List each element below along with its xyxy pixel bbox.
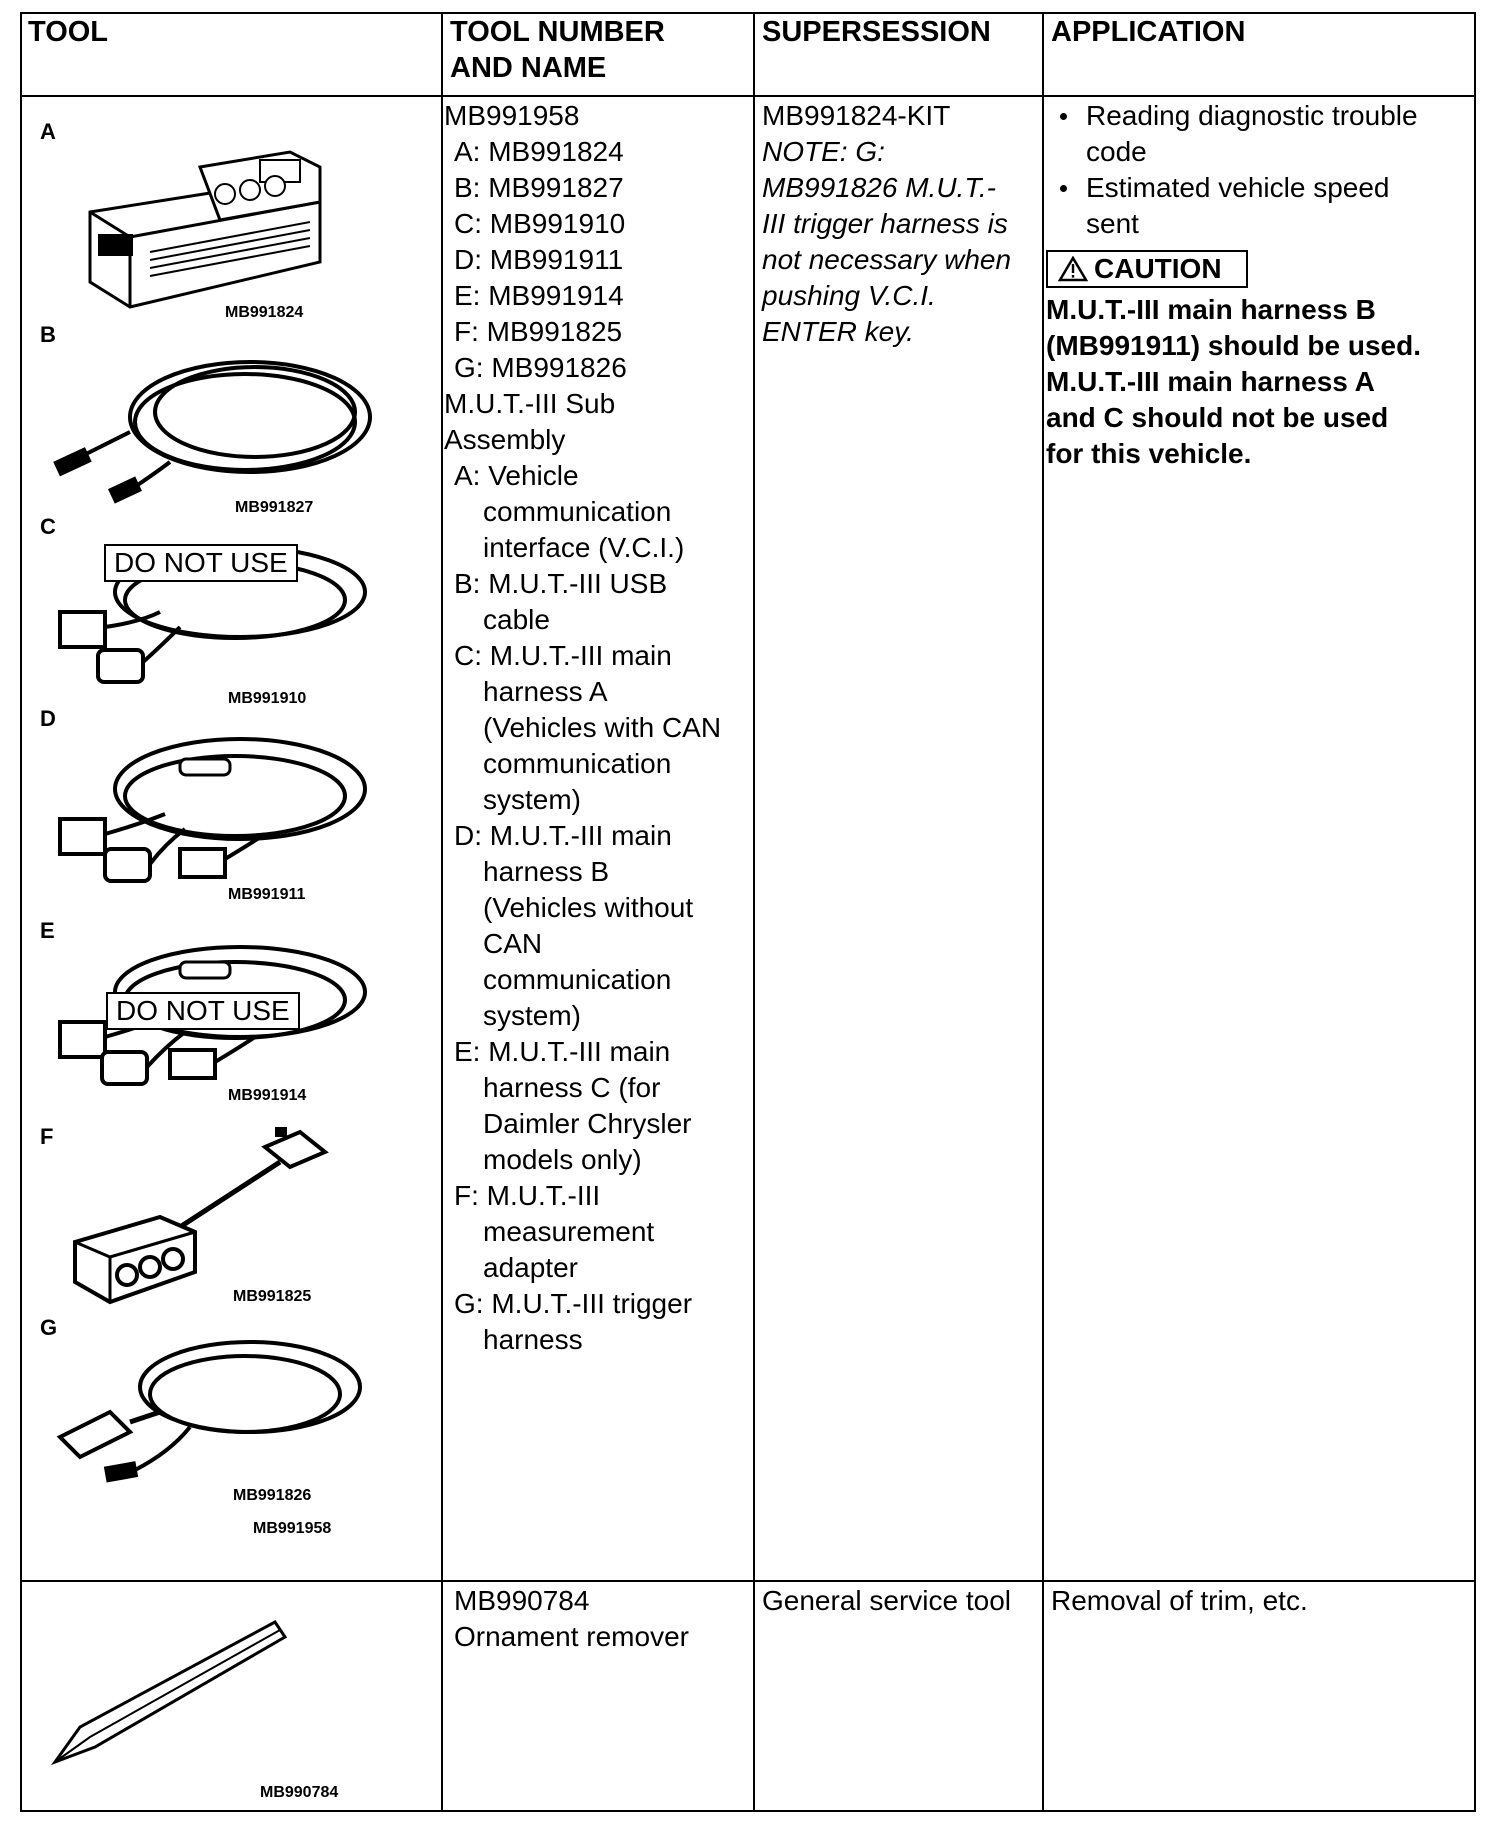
supersession-value: MB991824-KIT (762, 100, 951, 131)
note-line: III trigger harness is (762, 208, 1008, 239)
tool-line: models only) (483, 1144, 642, 1175)
table-border-left (20, 12, 22, 1812)
part-caption-e: MB991914 (228, 1087, 307, 1104)
tool-line: G: MB991826 (454, 352, 627, 383)
application-cell (1046, 98, 1472, 472)
application-bullet-line: Reading diagnostic trouble (1086, 100, 1418, 131)
row2-supersession: General service tool (762, 1585, 1012, 1616)
header-divider (20, 95, 1476, 97)
ornament-remover-illustration (40, 1612, 300, 1772)
header-tool: TOOL (28, 16, 109, 48)
special-tools-table (20, 12, 1476, 1812)
measurement-adapter-illustration (65, 1127, 365, 1307)
tool-line: system) (483, 784, 581, 815)
tool-line: harness A (483, 676, 608, 707)
application-bullet-item (1046, 98, 1472, 170)
part-caption-d: MB991911 (228, 886, 306, 903)
caution-line: M.U.T.-III main harness B (1046, 294, 1376, 325)
application-bullet-item (1046, 170, 1472, 242)
part-caption-a: MB991824 (225, 304, 304, 321)
tool-line: harness B (483, 856, 610, 887)
table-border-top (20, 12, 1476, 14)
tool-letter-c: C (40, 514, 56, 539)
tool-line: system) (483, 1000, 581, 1031)
tool-line: A: MB991824 (454, 136, 624, 167)
tool-line: (Vehicles without (483, 892, 694, 923)
tool-letter-e: E (40, 918, 55, 943)
tool-line: measurement (483, 1216, 655, 1247)
kit-caption: MB991958 (253, 1520, 332, 1537)
tool-line: D: MB991911 (454, 244, 624, 275)
tool-letter-f: F (40, 1124, 54, 1149)
note-line: not necessary when (762, 244, 1012, 275)
tool-line: A: Vehicle (454, 460, 579, 491)
caution-box (1046, 250, 1248, 288)
tool-letter-b: B (40, 322, 56, 347)
application-bullet-line: Estimated vehicle speed (1086, 172, 1390, 203)
caution-line: M.U.T.-III main harness A (1046, 366, 1375, 397)
tool-line: CAN (483, 928, 543, 959)
harness-illustration-d (50, 724, 370, 894)
do-not-use-label-c: DO NOT USE (104, 544, 298, 582)
tool-line: communication (483, 496, 672, 527)
tool-letter-d: D (40, 706, 56, 731)
caution-line: for this vehicle. (1046, 438, 1252, 469)
tool-letter-a: A (40, 119, 56, 144)
tool-line: B: MB991827 (454, 172, 624, 203)
part-caption-g: MB991826 (233, 1487, 312, 1504)
tool-line: adapter (483, 1252, 578, 1283)
row2-application: Removal of trim, etc. (1051, 1585, 1308, 1616)
supersession-note (762, 134, 1042, 350)
header-supersession: SUPERSESSION (762, 16, 991, 48)
vci-unit-illustration (70, 142, 340, 312)
tool-line: communication (483, 964, 672, 995)
usb-cable-illustration (50, 342, 370, 502)
do-not-use-label-e: DO NOT USE (106, 992, 300, 1030)
tool-line: C: MB991910 (454, 208, 626, 239)
column-divider-3 (1042, 12, 1044, 1812)
tool-line: E: MB991914 (454, 280, 624, 311)
application-bullet-line: code (1086, 136, 1147, 167)
warning-triangle-icon (1058, 256, 1088, 282)
tool-line: Assembly (444, 424, 566, 455)
tool-number-name-list (444, 98, 752, 1358)
part-caption-b: MB991827 (235, 499, 314, 516)
supersession-cell (762, 98, 1042, 350)
tool-line: F: MB991825 (454, 316, 623, 347)
application-bullets (1046, 98, 1472, 242)
tool-letter-g: G (40, 1315, 58, 1340)
column-divider-1 (441, 12, 443, 1812)
trigger-harness-illustration (50, 1332, 370, 1492)
row2-tool-name: Ornament remover (454, 1621, 689, 1652)
tool-line: interface (V.C.I.) (483, 532, 685, 563)
part-caption-c: MB991910 (228, 690, 307, 707)
caution-line: and C should not be used (1046, 402, 1389, 433)
part-caption-f: MB991825 (233, 1288, 312, 1305)
row-divider (20, 1580, 1476, 1582)
caution-label: CAUTION (1094, 253, 1222, 284)
tool-line: (Vehicles with CAN (483, 712, 722, 743)
note-line: NOTE: G: (762, 136, 885, 167)
tool-line: Daimler Chrysler (483, 1108, 692, 1139)
tool-line: B: M.U.T.-III USB (454, 568, 668, 599)
table-border-bottom (20, 1810, 1476, 1812)
tool-line: D: M.U.T.-III main (454, 820, 672, 851)
application-bullet-line: sent (1086, 208, 1139, 239)
header-tool-number-name: TOOL NUMBER AND NAME (450, 16, 665, 84)
tool-line: E: M.U.T.-III main (454, 1036, 671, 1067)
tool-line: harness C (for (483, 1072, 661, 1103)
caution-text (1046, 292, 1472, 472)
tool-line: F: M.U.T.-III (454, 1180, 601, 1211)
tool-line: MB991958 (444, 100, 580, 131)
table-border-right (1474, 12, 1476, 1812)
tool-line: cable (483, 604, 550, 635)
tool-line: communication (483, 748, 672, 779)
row2-tool-number-name (454, 1583, 744, 1655)
part-caption-ornament-remover: MB990784 (260, 1784, 339, 1801)
tool-line: harness (483, 1324, 583, 1355)
tool-line: M.U.T.-III Sub (444, 388, 616, 419)
bullet-icon (1060, 113, 1067, 120)
bullet-icon (1060, 185, 1067, 192)
row2-tool-number: MB990784 (454, 1585, 590, 1616)
note-line: pushing V.C.I. (762, 280, 936, 311)
caution-line: (MB991911) should be used. (1046, 330, 1421, 361)
note-line: ENTER key. (762, 316, 914, 347)
header-application: APPLICATION (1051, 16, 1246, 48)
tool-line: C: M.U.T.-III main (454, 640, 672, 671)
note-line: MB991826 M.U.T.- (762, 172, 996, 203)
tool-line: G: M.U.T.-III trigger (454, 1288, 693, 1319)
column-divider-2 (753, 12, 755, 1812)
